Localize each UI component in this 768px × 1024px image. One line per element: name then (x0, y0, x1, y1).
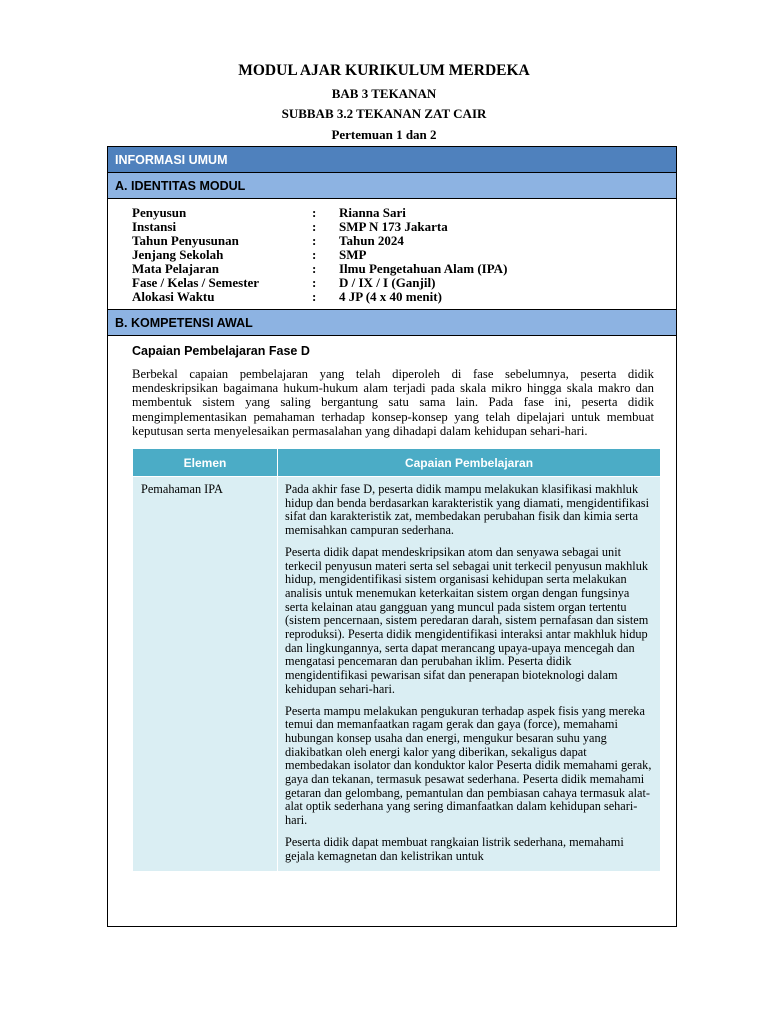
learning-outcome-table (132, 448, 661, 872)
learning-outcome-heading: Capaian Pembelajaran Fase D (132, 344, 310, 358)
document-title: MODUL AJAR KURIKULUM MERDEKA (238, 62, 530, 79)
identity-row (132, 276, 676, 290)
identity-value: Tahun 2024 (339, 233, 404, 248)
identity-label: Tahun Penyusunan (132, 233, 239, 248)
identity-label: Mata Pelajaran (132, 261, 220, 276)
outcome-cell (278, 477, 661, 872)
chapter-title: BAB 3 TEKANAN (331, 86, 437, 101)
identity-value: 4 JP (4 x 40 menit) (339, 289, 442, 304)
table-header-row (133, 449, 661, 477)
identity-value: D / IX / I (Ganjil) (339, 275, 436, 290)
identity-colon: : (312, 247, 317, 262)
table-row (133, 477, 661, 872)
identity-value: Ilmu Pengetahuan Alam (IPA) (339, 261, 508, 276)
column-header-outcome: Capaian Pembelajaran (278, 449, 661, 477)
identity-row (132, 206, 676, 220)
identity-block (108, 199, 676, 310)
outcome-paragraph: Peserta mampu melakukan pengukuran terhadap aspek fisis yang mereka temui dan memanfaatkan ragam gerak dan gaya (force), memahami hubungan konsep usaha dan energi, mengukur besaran suhu yang diakibatkan oleh energi kalor yang diberikan, sekaligus dapat membedakan isolator dan konduktor kalor Peserta didik memahami gerak, gaya dan tekanan, termasuk pesawat sederhana. Peserta didik memahami getaran dan gelombang, pemantulan dan pembiasan cahaya termasuk alat- alat optik sederhana yang sering dimanfaatkan dalam kehidupan sehari-hari. (285, 703, 652, 828)
subchapter-title: SUBBAB 3.2 TEKANAN ZAT CAIR (281, 106, 487, 121)
module-table (107, 146, 677, 927)
identity-row (132, 234, 676, 248)
identity-value: SMP N 173 Jakarta (339, 219, 448, 234)
meeting-label: Pertemuan 1 dan 2 (331, 127, 437, 142)
identity-label: Instansi (132, 219, 177, 234)
identity-row (132, 262, 676, 276)
identity-label: Penyusun (132, 205, 187, 220)
learning-outcome-intro: Berbekal capaian pembelajaran yang telah diperoleh di fase sebelumnya, peserta didik mendeskripsikan bagaimana hukum-hukum alam terjadi pada skala mikro hingga skala makro dan membentuk sistem yang saling bergantung satu sama lain. Pada fase ini, peserta didik mengimplementasikan pemahaman terhadap konsep-konsep yang telah dipelajari untuk membuat keputusan serta menyelesaikan permasalahan yang dihadapi dalam kehidupan sehari-hari. (132, 367, 654, 438)
competence-content (108, 344, 676, 872)
identity-colon: : (312, 261, 317, 276)
identity-value: Rianna Sari (339, 205, 406, 220)
outcome-paragraph: Peserta didik dapat mendeskripsikan atom dan senyawa sebagai unit terkecil penyusun materi serta sel sebagai unit terkecil penyusun makhluk hidup, mengidentifikasi sistem organisasi kehidupan serta melakukan analisis untuk menemukan keterkaitan sistem organ dengan fungsinya serta kelainan atau gangguan yang muncul pada sistem organ tertentu (sistem pencernaan, sistem peredaran darah, sistem pernafasan dan sistem reproduksi). Peserta didik mengidentifikasi interaksi antar makhluk hidup dan lingkungannya, serta dapat merancang upaya-upaya mencegah dan mengatasi pencemaran dan perubahan iklim. Peserta didik mengidentifikasi pewarisan sifat dan penerapan bioteknologi dalam kehidupan sehari-hari. (285, 544, 649, 696)
identity-colon: : (312, 233, 317, 248)
outcome-paragraph: Pada akhir fase D, peserta didik mampu melakukan klasifikasi makhluk hidup dan benda berdasarkan karakteristik yang diamati, mengidentifikasi sifat dan karakteristik zat, membedakan perubahan fisik dan kimia serta memisahkan campuran sederhana. (285, 482, 650, 538)
section-initial-competence: B. KOMPETENSI AWAL (108, 310, 676, 336)
identity-colon: : (312, 275, 317, 290)
element-cell: Pemahaman IPA (133, 477, 278, 872)
column-header-element: Elemen (133, 449, 278, 477)
identity-colon: : (312, 289, 317, 304)
identity-row (132, 290, 676, 304)
identity-label: Jenjang Sekolah (132, 247, 224, 262)
section-general-info: INFORMASI UMUM (108, 147, 676, 173)
identity-colon: : (312, 219, 317, 234)
identity-label: Fase / Kelas / Semester (132, 275, 260, 290)
outcome-paragraph: Peserta didik dapat membuat rangkaian listrik sederhana, memahami gejala kemagnetan dan kelistrikan untuk (285, 834, 624, 863)
identity-row (132, 220, 676, 234)
identity-colon: : (312, 205, 317, 220)
identity-value: SMP (339, 247, 367, 262)
identity-label: Alokasi Waktu (132, 289, 215, 304)
section-module-identity: A. IDENTITAS MODUL (108, 173, 676, 199)
identity-row (132, 248, 676, 262)
